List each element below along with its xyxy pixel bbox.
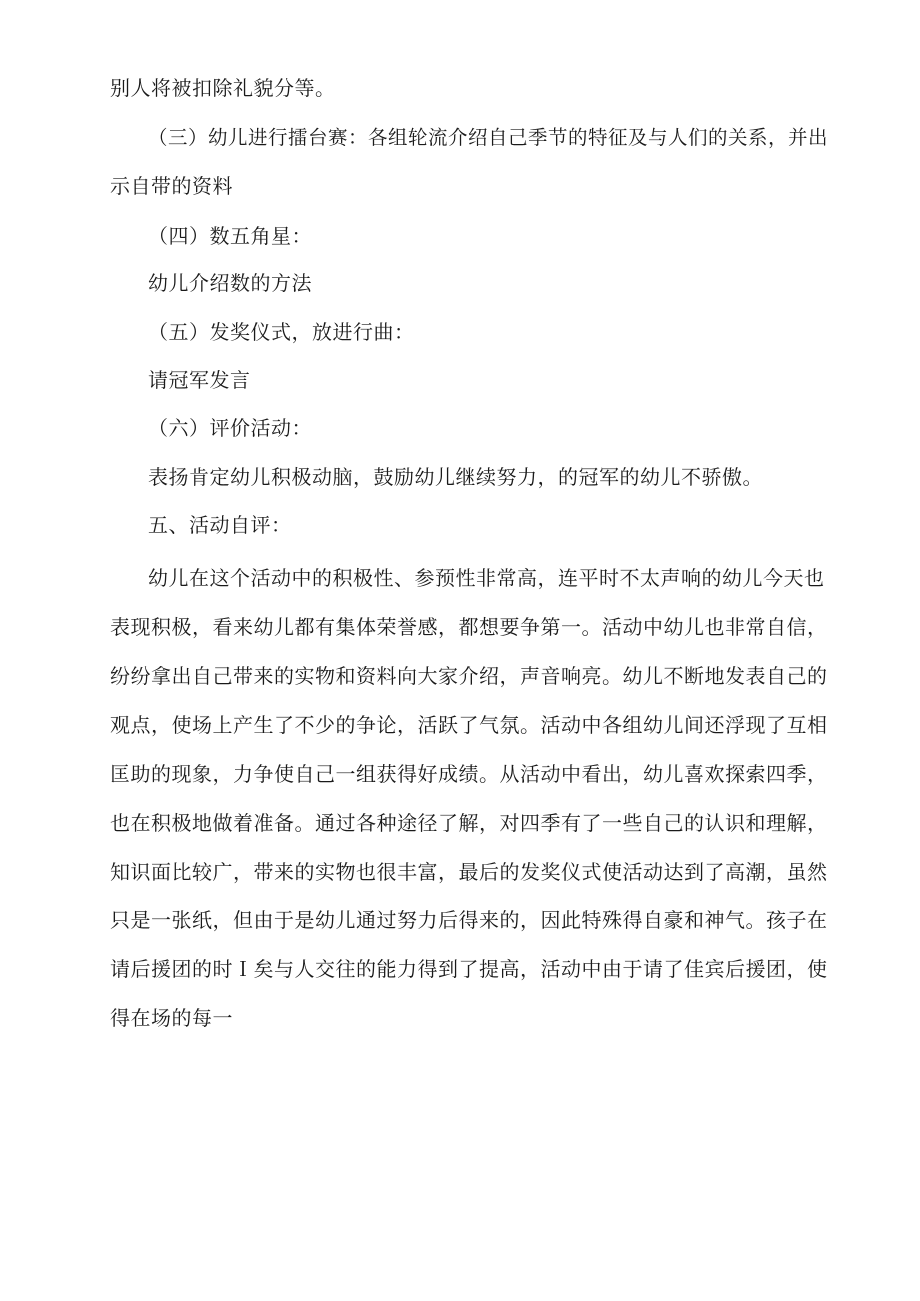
paragraph-line: 纷纷拿出自己带来的实物和资料向大家介绍，声音响亮。幼儿不断地发表自己的 (110, 664, 828, 688)
paragraph-line: 只是一张纸，但由于是幼儿通过努力后得来的，因此特殊得自豪和神气。孩子在 (110, 908, 828, 932)
paragraph-line: 得在场的每一 (110, 1006, 233, 1030)
section-heading: 五、活动自评： (148, 513, 292, 537)
paragraph-line: 也在积极地做着准备。通过各种途径了解，对四季有了一些自己的认识和理解， (110, 811, 828, 835)
paragraph-line: （四）数五角星： (148, 224, 312, 248)
paragraph-line: 幼儿在这个活动中的积极性、参预性非常高，连平时不太声响的幼儿今天也 (148, 566, 825, 590)
paragraph-line: 请冠军发言 (148, 368, 251, 392)
paragraph-line: 表现积极，看来幼儿都有集体荣誉感，都想要争第一。活动中幼儿也非常自信， (110, 615, 828, 639)
paragraph-line: 知识面比较广，带来的实物也很丰富，最后的发奖仪式使活动达到了高潮，虽然 (110, 860, 828, 884)
paragraph-line: 示自带的资料 (110, 174, 233, 198)
paragraph-line: 请后援团的时Ｉ矣与人交往的能力得到了提高，活动中由于请了佳宾后援团，使 (110, 957, 828, 981)
paragraph-line: 观点，使场上产生了不少的争论，活跃了气氛。活动中各组幼儿间还浮现了互相 (110, 713, 828, 737)
paragraph-line: （三）幼儿进行擂台赛：各组轮流介绍自己季节的特征及与人们的关系，并出 (148, 126, 829, 149)
paragraph-line: （六）评价活动： (148, 416, 312, 440)
paragraph-line: （五）发奖仪式，放进行曲： (148, 320, 415, 344)
paragraph-line: 匡助的现象，力争使自己一组获得好成绩。从活动中看出，幼儿喜欢探索四季， (110, 762, 828, 786)
paragraph-line: 表扬肯定幼儿积极动脑，鼓励幼儿继续努力，的冠军的幼儿不骄傲。 (148, 465, 763, 489)
paragraph-line: 幼儿介绍数的方法 (148, 271, 312, 295)
paragraph-line: 别人将被扣除礼貌分等。 (110, 76, 336, 100)
